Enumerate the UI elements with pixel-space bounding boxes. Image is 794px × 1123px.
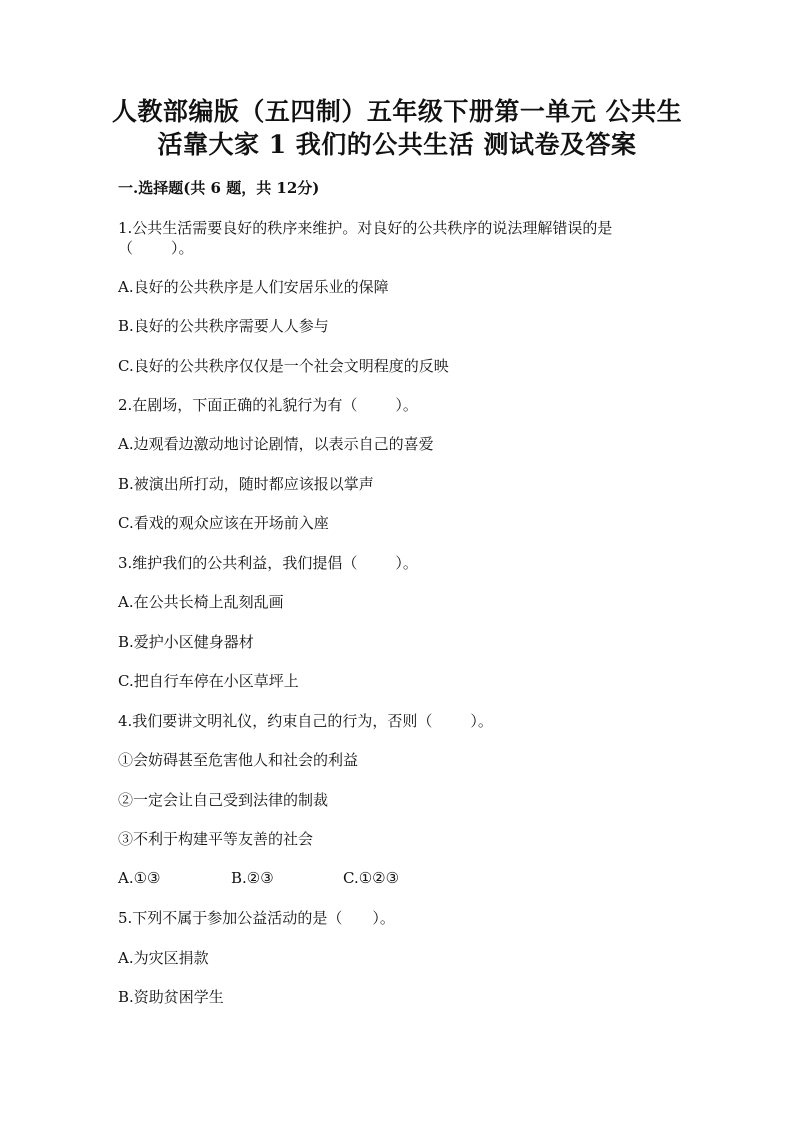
question-1-option-c: C.良好的公共秩序仅仅是一个社会文明程度的反映 [118,357,449,375]
question-1-stem: 1.公共生活需要良好的秩序来维护。对良好的公共秩序的说法理解错误的是 [118,219,613,237]
question-2-option-c: C.看戏的观众应该在开场前入座 [118,514,329,532]
question-1-option-a: A.良好的公共秩序是人们安居乐业的保障 [118,278,389,296]
question-3-option-b: B.爱护小区健身器材 [118,633,254,651]
section-heading: 一.选择题(共 6 题，共 12分) [118,179,320,197]
exam-title-line2: 活靠大家 1 我们的公共生活 测试卷及答案 [157,130,637,159]
question-4-stem: 4.我们要讲文明礼仪，约束自己的行为，否则（ ）。 [118,712,493,730]
exam-title-line1: 人教部编版（五四制）五年级下册第一单元 公共生 [111,97,683,126]
question-2-stem: 2.在剧场，下面正确的礼貌行为有（ ）。 [118,396,418,414]
question-5-option-b: B.资助贫困学生 [118,988,224,1006]
question-3-stem: 3.维护我们的公共利益，我们提倡（ ）。 [118,554,418,572]
question-3-option-a: A.在公共长椅上乱刻乱画 [118,593,284,611]
question-5-option-a: A.为灾区捐款 [118,949,209,967]
question-2-option-b: B.被演出所打动，随时都应该报以掌声 [118,475,374,493]
question-4-statement-3: ③不利于构建平等友善的社会 [118,830,314,848]
question-1-option-b: B.良好的公共秩序需要人人参与 [118,317,329,335]
question-1-stem-cont: （ ）。 [118,239,194,257]
question-4-option-b: B.②③ [231,869,274,887]
question-4-option-c: C.①②③ [343,869,400,887]
question-3-option-c: C.把自行车停在小区草坪上 [118,672,299,690]
question-4-option-a: A.①③ [118,869,161,887]
question-4-statement-1: ①会妨碍甚至危害他人和社会的利益 [118,751,359,769]
question-4-statement-2: ②一定会让自己受到法律的制裁 [118,791,329,809]
question-5-stem: 5.下列不属于参加公益活动的是（ ）。 [118,909,395,927]
question-2-option-a: A.边观看边激动地讨论剧情，以表示自己的喜爱 [118,435,434,453]
